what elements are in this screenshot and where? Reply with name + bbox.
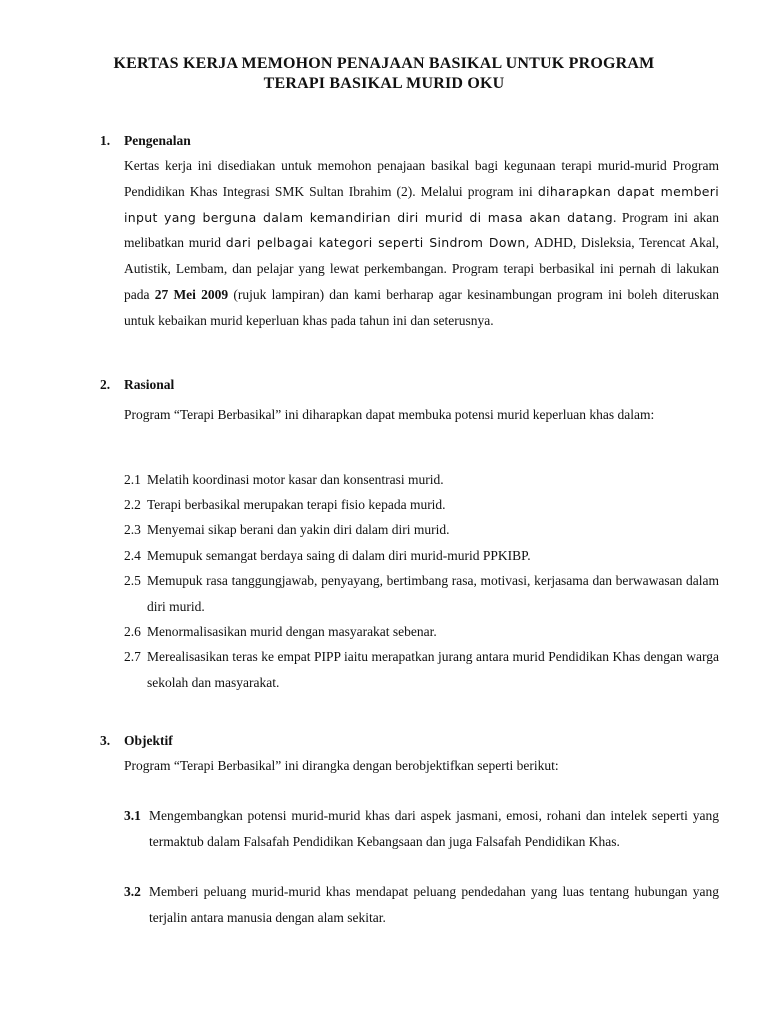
list-item [124, 879, 719, 930]
list-number: 2.6 [124, 624, 141, 639]
section-title: Pengenalan [124, 133, 191, 148]
section-3-heading [100, 732, 173, 750]
list-text: Memupuk rasa tanggungjawab, penyayang, bertimbang rasa, motivasi, kerjasama dan berwawasan dalam diri murid. [147, 573, 719, 614]
section-title: Rasional [124, 377, 175, 392]
list-item [124, 517, 719, 543]
list-text: Menormalisasikan murid dengan masyarakat sebenar. [147, 624, 437, 639]
list-number: 2.7 [124, 649, 141, 664]
list-number: 3.1 [124, 808, 141, 823]
section-2-heading [100, 376, 174, 394]
section-number: 2. [100, 377, 111, 392]
list-text: Mengembangkan potensi murid-murid khas dari aspek jasmani, emosi, rohani dan intelek seperti yang termaktub dalam Falsafah Pendidikan Kebangsaan dan juga Falsafah Pendidikan Khas. [149, 808, 719, 849]
paragraph-text: Kertas kerja ini disediakan untuk memohon penajaan basikal bagi kegunaan terapi murid-murid Program Pendidikan Khas Integrasi SMK Sultan Ibrahim (2). Melalui program ini [124, 158, 719, 199]
list-item [124, 803, 719, 854]
section-1-paragraph [124, 153, 719, 334]
section-number: 1. [100, 133, 111, 148]
list-item [124, 568, 719, 619]
section-1-heading [100, 132, 191, 150]
list-item [124, 467, 719, 493]
list-number: 2.4 [124, 548, 141, 563]
paragraph-text: . Program ini akan melibatkan murid [124, 209, 719, 251]
paragraph-text: (rujuk lampiran) dan kami berharap agar kesinambungan program ini boleh diteruskan untuk kebaikan murid keperluan khas pada tahun ini dan seterusnya. [124, 286, 719, 328]
list-text: Melatih koordinasi motor kasar dan konsentrasi murid. [147, 472, 444, 487]
list-text: Menyemai sikap berani dan yakin diri dalam diri murid. [147, 522, 450, 537]
section-number: 3. [100, 733, 111, 748]
list-text: Memupuk semangat berdaya saing di dalam diri murid-murid PPKIBP. [147, 548, 531, 563]
program-date: 27 Mei 2009 [154, 286, 229, 302]
list-text: Terapi berbasikal merupakan terapi fisio kepada murid. [147, 497, 446, 512]
section-2-intro: Program “Terapi Berbasikal” ini diharapkan dapat membuka potensi murid keperluan khas dalam: [124, 407, 655, 422]
list-item [124, 543, 719, 569]
list-item [124, 492, 719, 518]
list-number: 2.3 [124, 522, 141, 537]
list-number: 2.2 [124, 497, 141, 512]
list-number: 3.2 [124, 884, 141, 899]
list-number: 2.1 [124, 472, 141, 487]
title-line-1: KERTAS KERJA MEMOHON PENAJAAN BASIKAL UNTUK PROGRAM [113, 55, 655, 72]
section-3-intro: Program “Terapi Berbasikal” ini dirangka dengan berobjektifkan seperti berikut: [124, 758, 559, 773]
list-number: 2.5 [124, 573, 141, 588]
title-line-2: TERAPI BASIKAL MURID OKU [263, 75, 505, 92]
paragraph-text: ADHD, Disleksia, Terencat Akal, Autistik, Lembam, dan pelajar yang lewat perkembangan. Program terapi berbasikal ini pernah di lakukan pada [124, 235, 719, 302]
section-title: Objektif [124, 733, 173, 748]
list-item [124, 644, 719, 695]
paragraph-text: diharapkan dapat memberi input yang berguna dalam kemandirian diri murid di masa akan datang [124, 183, 720, 225]
list-item [124, 619, 719, 645]
list-text: Merealisasikan teras ke empat PIPP iaitu merapatkan jurang antara murid Pendidikan Khas dengan warga sekolah dan masyarakat. [147, 649, 719, 690]
paragraph-text: dari pelbagai kategori seperti Sindrom Down, [225, 235, 530, 251]
list-text: Memberi peluang murid-murid khas mendapat peluang pendedahan yang luas tentang hubungan yang terjalin antara manusia dengan alam sekitar. [149, 884, 719, 925]
